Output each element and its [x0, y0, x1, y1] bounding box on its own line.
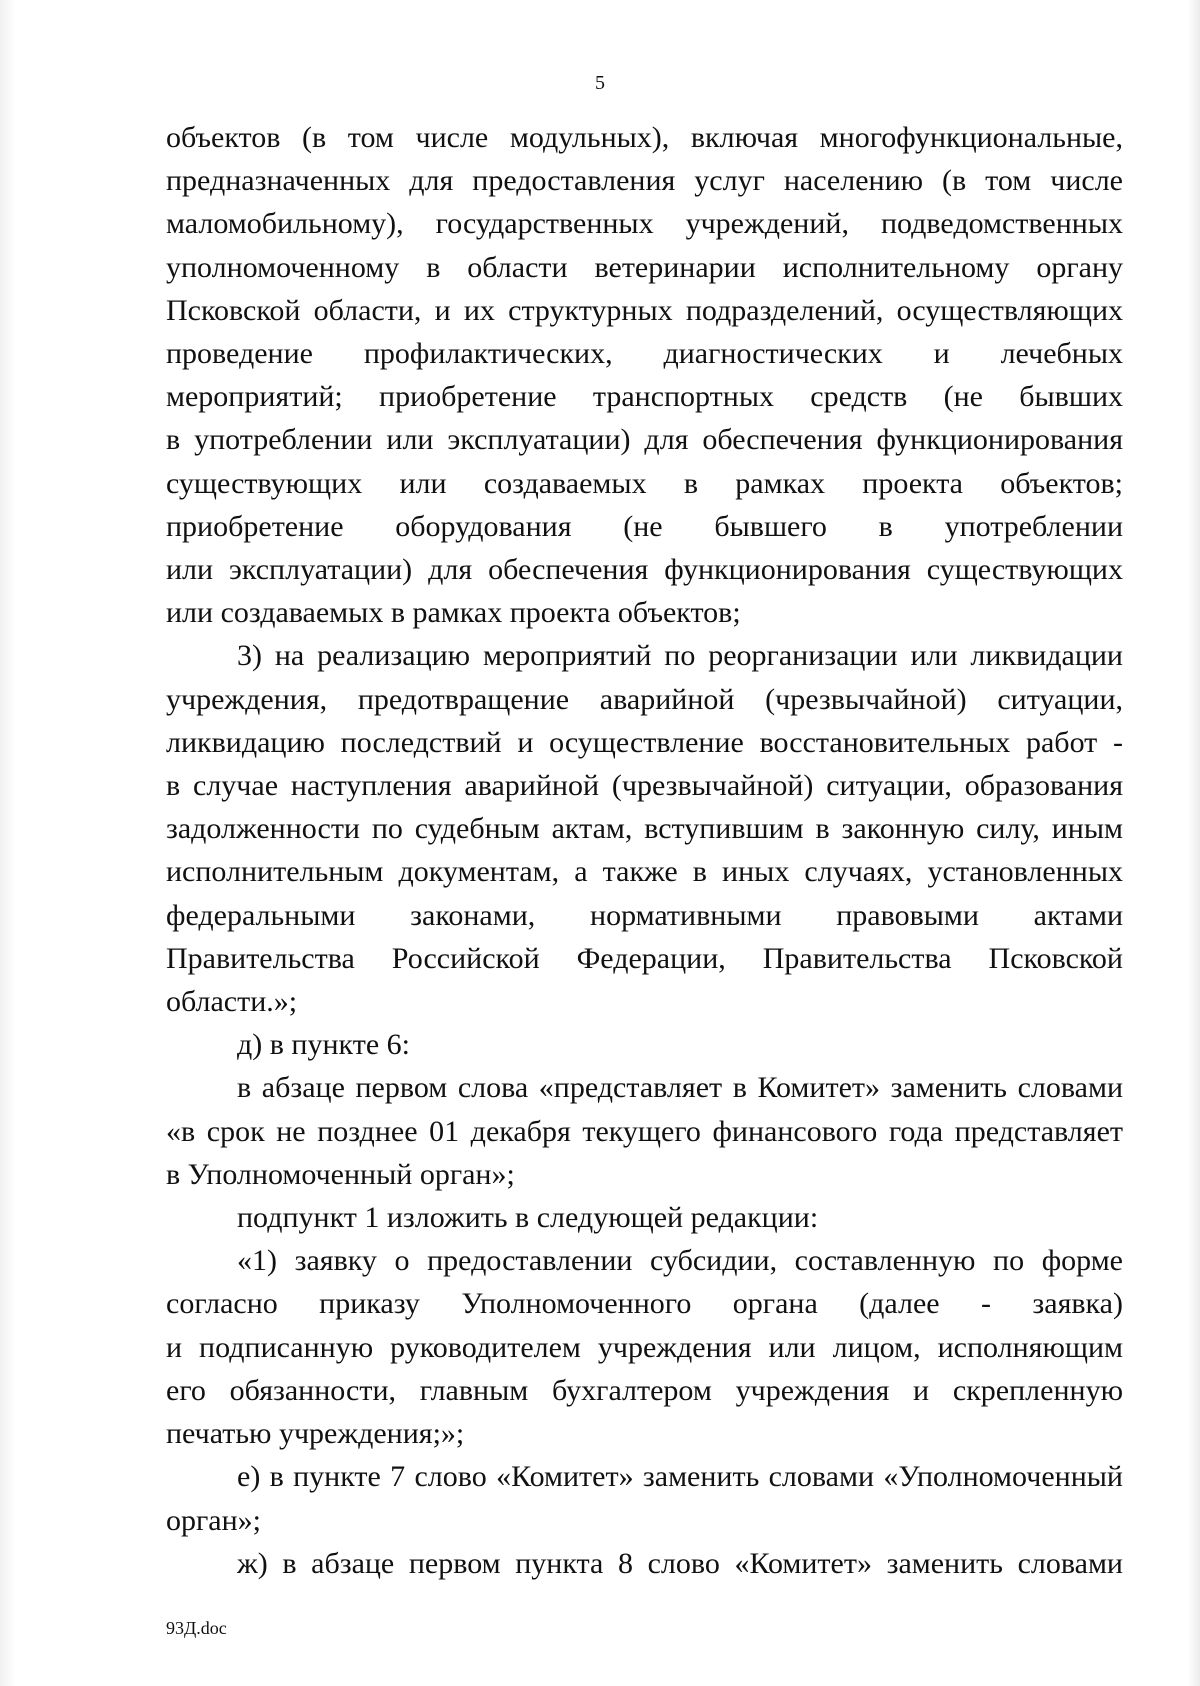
text-line: области.»;: [166, 985, 298, 1019]
text-line: и подписанную руководителем учреждения или лицом, исполняющим: [166, 1330, 1123, 1364]
text-line: в Уполномоченный орган»;: [166, 1157, 515, 1191]
document-body: [166, 116, 1123, 1585]
text-line: «в срок не позднее 01 декабря текущего финансового года представляет: [166, 1114, 1123, 1148]
text-line: печатью учреждения;»;: [166, 1417, 465, 1451]
text-line: исполнительным документам, а также в иных случаях, установленных: [166, 855, 1123, 889]
text-line: 3) на реализацию мероприятий по реорганизации или ликвидации: [237, 639, 1123, 673]
text-line: в случае наступления аварийной (чрезвычайной) ситуации, образования: [166, 769, 1123, 803]
text-line: задолженности по судебным актам, вступившим в законную силу, иным: [166, 812, 1123, 846]
text-line: проведение профилактических, диагностических и лечебных: [166, 337, 1123, 371]
text-line: д) в пункте 6:: [237, 1028, 410, 1062]
scan-edge-left: [0, 0, 16, 1686]
text-line: согласно приказу Уполномоченного органа (далее - заявка): [166, 1287, 1123, 1321]
text-line: Правительства Российской Федерации, Правительства Псковской: [166, 941, 1123, 975]
text-line: предназначенных для предоставления услуг населению (в том числе: [166, 164, 1123, 198]
text-line: учреждения, предотвращение аварийной (чрезвычайной) ситуации,: [166, 682, 1123, 716]
footer-filename: 93Д.doc: [166, 1618, 227, 1638]
text-line: его обязанности, главным бухгалтером учреждения и скрепленную: [166, 1373, 1123, 1407]
text-line: подпункт 1 изложить в следующей редакции:: [237, 1201, 819, 1235]
text-line: мероприятий; приобретение транспортных средств (не бывших: [166, 380, 1123, 414]
text-line: объектов (в том числе модульных), включая многофункциональные,: [166, 121, 1123, 154]
text-line: приобретение оборудования (не бывшего в употреблении: [166, 509, 1123, 543]
text-line: «1) заявку о предоставлении субсидии, составленную по форме: [237, 1244, 1123, 1278]
text-line: уполномоченному в области ветеринарии исполнительному органу: [166, 250, 1123, 284]
text-line: Псковской области, и их структурных подразделений, осуществляющих: [166, 293, 1123, 327]
text-line: федеральными законами, нормативными правовыми актами: [166, 898, 1123, 932]
text-line: ликвидацию последствий и осуществление восстановительных работ -: [166, 725, 1123, 759]
text-line: или создаваемых в рамках проекта объектов;: [166, 596, 741, 630]
text-line: маломобильному), государственных учреждений, подведомственных: [166, 207, 1123, 241]
text-line: в абзаце первом слова «представляет в Комитет» заменить словами: [237, 1071, 1123, 1105]
text-line: или эксплуатации) для обеспечения функционирования существующих: [166, 553, 1123, 587]
page-number: 5: [595, 72, 605, 94]
text-line: ж) в абзаце первом пункта 8 слово «Комитет» заменить словами: [237, 1546, 1123, 1580]
text-line: в употреблении или эксплуатации) для обеспечения функционирования: [166, 423, 1123, 457]
text-line: орган»;: [166, 1503, 262, 1537]
text-line: е) в пункте 7 слово «Комитет» заменить словами «Уполномоченный: [237, 1460, 1123, 1494]
text-line: существующих или создаваемых в рамках проекта объектов;: [166, 466, 1123, 500]
scan-edge-right: [1188, 0, 1200, 1686]
